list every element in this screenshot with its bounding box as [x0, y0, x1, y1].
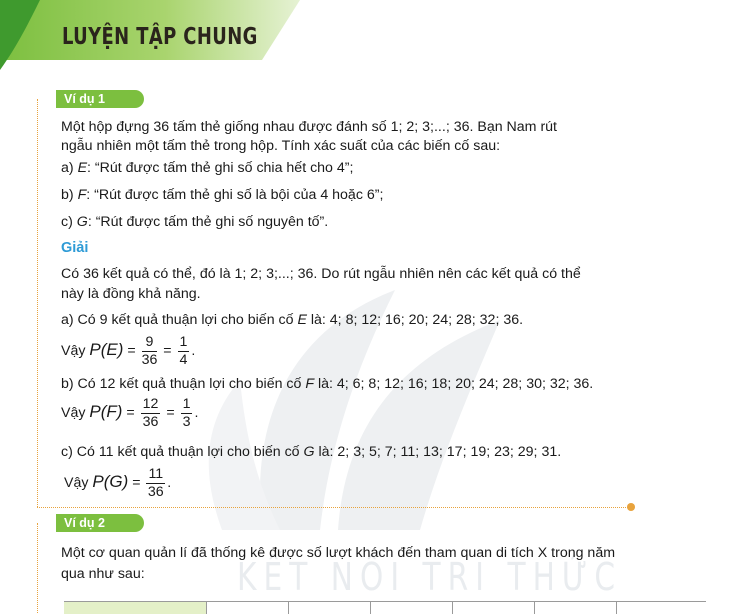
visitor-table-top-edge — [64, 601, 706, 614]
divider-end-dot — [627, 503, 635, 511]
example1-item-b: b) F: “Rút được tấm thẻ ghi số là bội của 4 hoặc 6”; — [61, 187, 384, 203]
fraction-b1: $\frac{12}{36}$ — [142, 395, 159, 430]
solution-part-c: c) Có 11 kết quả thuận lợi cho biến cố G là: 2; 3; 5; 7; 11; 13; 17; 19; 23; 29; 31. — [61, 444, 562, 460]
example2-tag: Ví dụ 2 — [56, 514, 144, 532]
example1-item-a: a) E: “Rút được tấm thẻ ghi số chia hết cho 4”; — [61, 160, 354, 176]
example1-problem-line-1: Một hộp đựng 36 tấm thẻ giống nhau được đánh số 1; 2; 3;...; 36. Bạn Nam rút — [61, 119, 558, 135]
example2-problem-line-2: qua như sau: — [61, 566, 145, 582]
result-c: Vậy P(G) = $\frac{11}{36}$ . — [64, 465, 172, 500]
result-b: Vậy P(F) = $\frac{12}{36}$ = $\frac{1}{3}$ . — [61, 395, 199, 430]
example1-item-c: c) G: “Rút được tấm thẻ ghi số nguyên tố”. — [61, 214, 329, 230]
result-a: Vậy P(E) = $\frac{9}{36}$ = $\frac{1}{4}$ . — [61, 333, 196, 368]
section-banner — [0, 0, 300, 72]
example2-problem-line-1: Một cơ quan quản lí đã thống kê được số lượt khách đến tham quan di tích X trong năm — [61, 545, 616, 561]
table-header-cell — [64, 602, 206, 614]
example1-problem-line-2: ngẫu nhiên một tấm thẻ trong hộp. Tính xác suất của các biến cố sau: — [61, 138, 501, 154]
solution-part-b: b) Có 12 kết quả thuận lợi cho biến cố F là: 4; 6; 8; 12; 16; 18; 20; 24; 28; 30; 32; 36. — [61, 376, 594, 392]
fraction-a2: $\frac{1}{4}$ — [179, 333, 188, 368]
example2-dotted-border — [37, 523, 38, 613]
fraction-a1: $\frac{9}{36}$ — [141, 333, 158, 368]
watermark-text: KẾT NỐI TRI THỨC — [237, 555, 623, 599]
solution-intro-line-1: Có 36 kết quả có thể, đó là 1; 2; 3;...; 36. Do rút ngẫu nhiên nên các kết quả có thể — [61, 266, 581, 282]
example1-dotted-divider — [37, 507, 628, 508]
solution-label: Giải — [61, 240, 89, 256]
fraction-c1: $\frac{11}{36}$ — [147, 465, 164, 500]
section-title: LUYỆN TẬP CHUNG — [62, 24, 258, 50]
solution-part-a: a) Có 9 kết quả thuận lợi cho biến cố E là: 4; 8; 12; 16; 20; 24; 28; 32; 36. — [61, 312, 524, 328]
fraction-b2: $\frac{1}{3}$ — [182, 395, 191, 430]
example1-dotted-border — [37, 99, 38, 507]
example1-tag: Ví dụ 1 — [56, 90, 144, 108]
solution-intro-line-2: này là đồng khả năng. — [61, 286, 201, 302]
